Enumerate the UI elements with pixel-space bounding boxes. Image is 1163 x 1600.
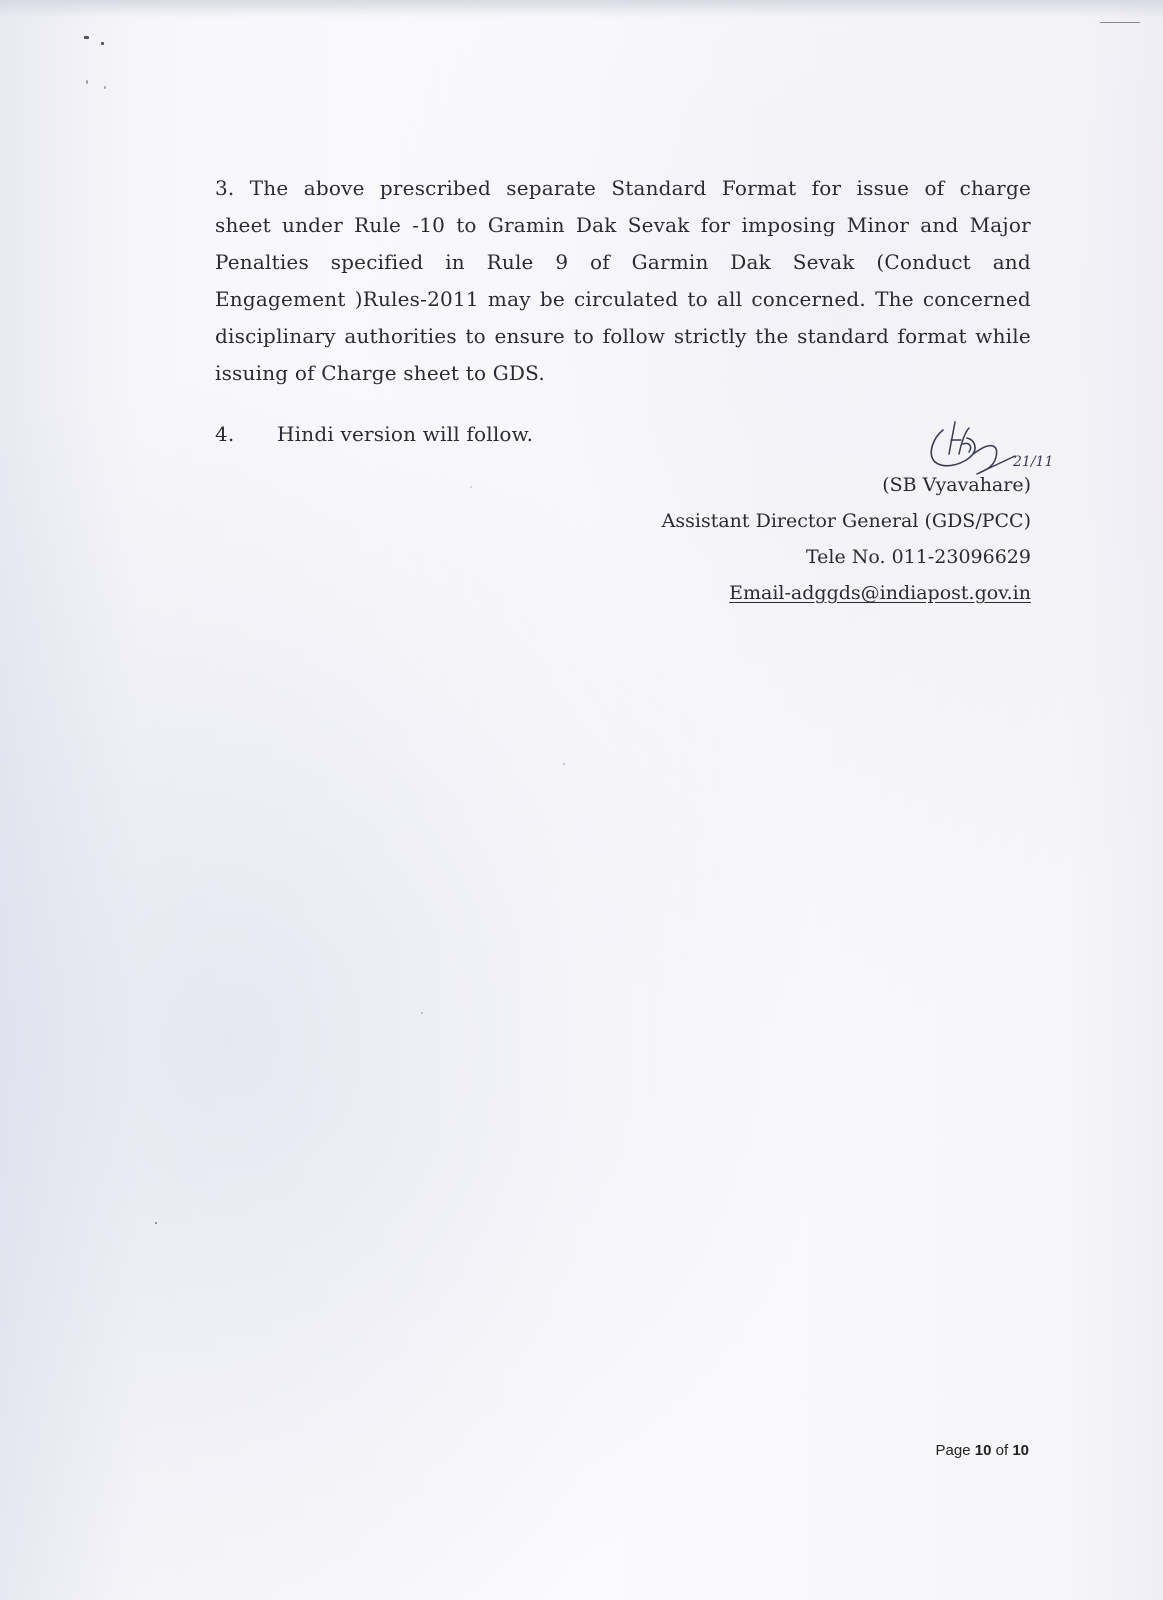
page-of: of bbox=[995, 1442, 1009, 1459]
word: (Conduct bbox=[876, 250, 971, 274]
word: and bbox=[920, 213, 959, 237]
word: the bbox=[755, 324, 789, 348]
word: 9 bbox=[555, 250, 569, 274]
word: Format bbox=[721, 176, 797, 200]
word: while bbox=[975, 324, 1031, 348]
word: standard bbox=[797, 324, 889, 348]
paragraph-number: 4. bbox=[215, 422, 235, 446]
word: issuing of Charge sheet to GDS. bbox=[215, 361, 545, 385]
paragraph-4-text: Hindi version will follow. bbox=[277, 422, 534, 446]
word: to bbox=[687, 287, 708, 311]
page-total: 10 bbox=[1012, 1442, 1029, 1459]
word: Penalties bbox=[215, 250, 309, 274]
word: in bbox=[445, 250, 465, 274]
scan-speck bbox=[563, 763, 565, 765]
word: follow bbox=[602, 324, 666, 348]
signatory-name: (SB Vyavahare) bbox=[882, 474, 1031, 496]
word: of bbox=[590, 250, 610, 274]
page-current: 10 bbox=[974, 1442, 992, 1459]
word: authorities bbox=[344, 324, 457, 348]
word: format bbox=[897, 324, 967, 348]
paragraph-3-line-5 bbox=[215, 318, 1031, 355]
word: prescribed bbox=[379, 176, 491, 200]
word: concerned bbox=[922, 287, 1031, 311]
page-number bbox=[936, 1442, 1029, 1459]
word: Gramin bbox=[487, 213, 565, 237]
word: Engagement bbox=[215, 287, 346, 311]
word: and bbox=[992, 250, 1031, 274]
word: of bbox=[924, 176, 945, 200]
word: The bbox=[249, 176, 289, 200]
word: to bbox=[465, 324, 486, 348]
scan-speck bbox=[155, 1222, 157, 1224]
scan-speck bbox=[104, 86, 106, 89]
scan-corner-line bbox=[1100, 22, 1140, 23]
word: Dak bbox=[575, 213, 617, 237]
scan-speck bbox=[84, 36, 89, 39]
word: above bbox=[303, 176, 365, 200]
word: Rule bbox=[486, 250, 534, 274]
word: under bbox=[282, 213, 343, 237]
word: for bbox=[811, 176, 842, 200]
signature-block bbox=[662, 467, 1031, 611]
paragraph-3 bbox=[215, 170, 1031, 392]
paragraph-3-line-6 bbox=[215, 355, 1031, 392]
word: concerned. bbox=[751, 287, 866, 311]
word: all bbox=[716, 287, 743, 311]
word: Major bbox=[969, 213, 1031, 237]
scan-speck bbox=[101, 42, 104, 45]
word: Minor bbox=[846, 213, 910, 237]
word: The bbox=[875, 287, 914, 311]
word: Sevak bbox=[792, 250, 855, 274]
scan-edge-shadow bbox=[0, 0, 1163, 18]
word: Standard bbox=[611, 176, 707, 200]
word: -10 bbox=[412, 213, 446, 237]
word: issue bbox=[856, 176, 910, 200]
signatory-email: Email-adggds@indiapost.gov.in bbox=[729, 582, 1031, 604]
paragraph-3-line-4 bbox=[215, 281, 1031, 318]
signatory-designation: Assistant Director General (GDS/PCC) bbox=[661, 510, 1031, 532]
word: Dak bbox=[730, 250, 771, 274]
page-prefix: Page bbox=[935, 1442, 971, 1459]
word: ensure bbox=[494, 324, 565, 348]
word: be bbox=[539, 287, 565, 311]
word: may bbox=[487, 287, 531, 311]
word: )Rules-2011 bbox=[354, 287, 479, 311]
scan-speck bbox=[470, 486, 472, 488]
word: strictly bbox=[673, 324, 747, 348]
paragraph-3-line-2 bbox=[215, 207, 1031, 244]
paragraph-3-line-1 bbox=[215, 170, 1031, 207]
word: sheet bbox=[215, 213, 271, 237]
signature-date: 21/11 bbox=[1013, 454, 1054, 470]
word: Rule bbox=[354, 213, 402, 237]
word: circulated bbox=[573, 287, 679, 311]
word: disciplinary bbox=[215, 324, 336, 348]
scan-speck bbox=[86, 80, 88, 84]
scan-speck bbox=[421, 1012, 423, 1014]
paragraph-number: 3. bbox=[215, 176, 235, 200]
word: for bbox=[700, 213, 731, 237]
word: specified bbox=[330, 250, 424, 274]
signatory-phone: Tele No. 011-23096629 bbox=[805, 546, 1031, 568]
word: charge bbox=[959, 176, 1031, 200]
paragraph-4 bbox=[215, 416, 1031, 453]
word: to bbox=[456, 213, 477, 237]
word: Garmin bbox=[631, 250, 709, 274]
word: Sevak bbox=[627, 213, 690, 237]
paragraph-3-line-3 bbox=[215, 244, 1031, 281]
word: to bbox=[573, 324, 595, 348]
word: imposing bbox=[741, 213, 836, 237]
word: separate bbox=[506, 176, 597, 200]
